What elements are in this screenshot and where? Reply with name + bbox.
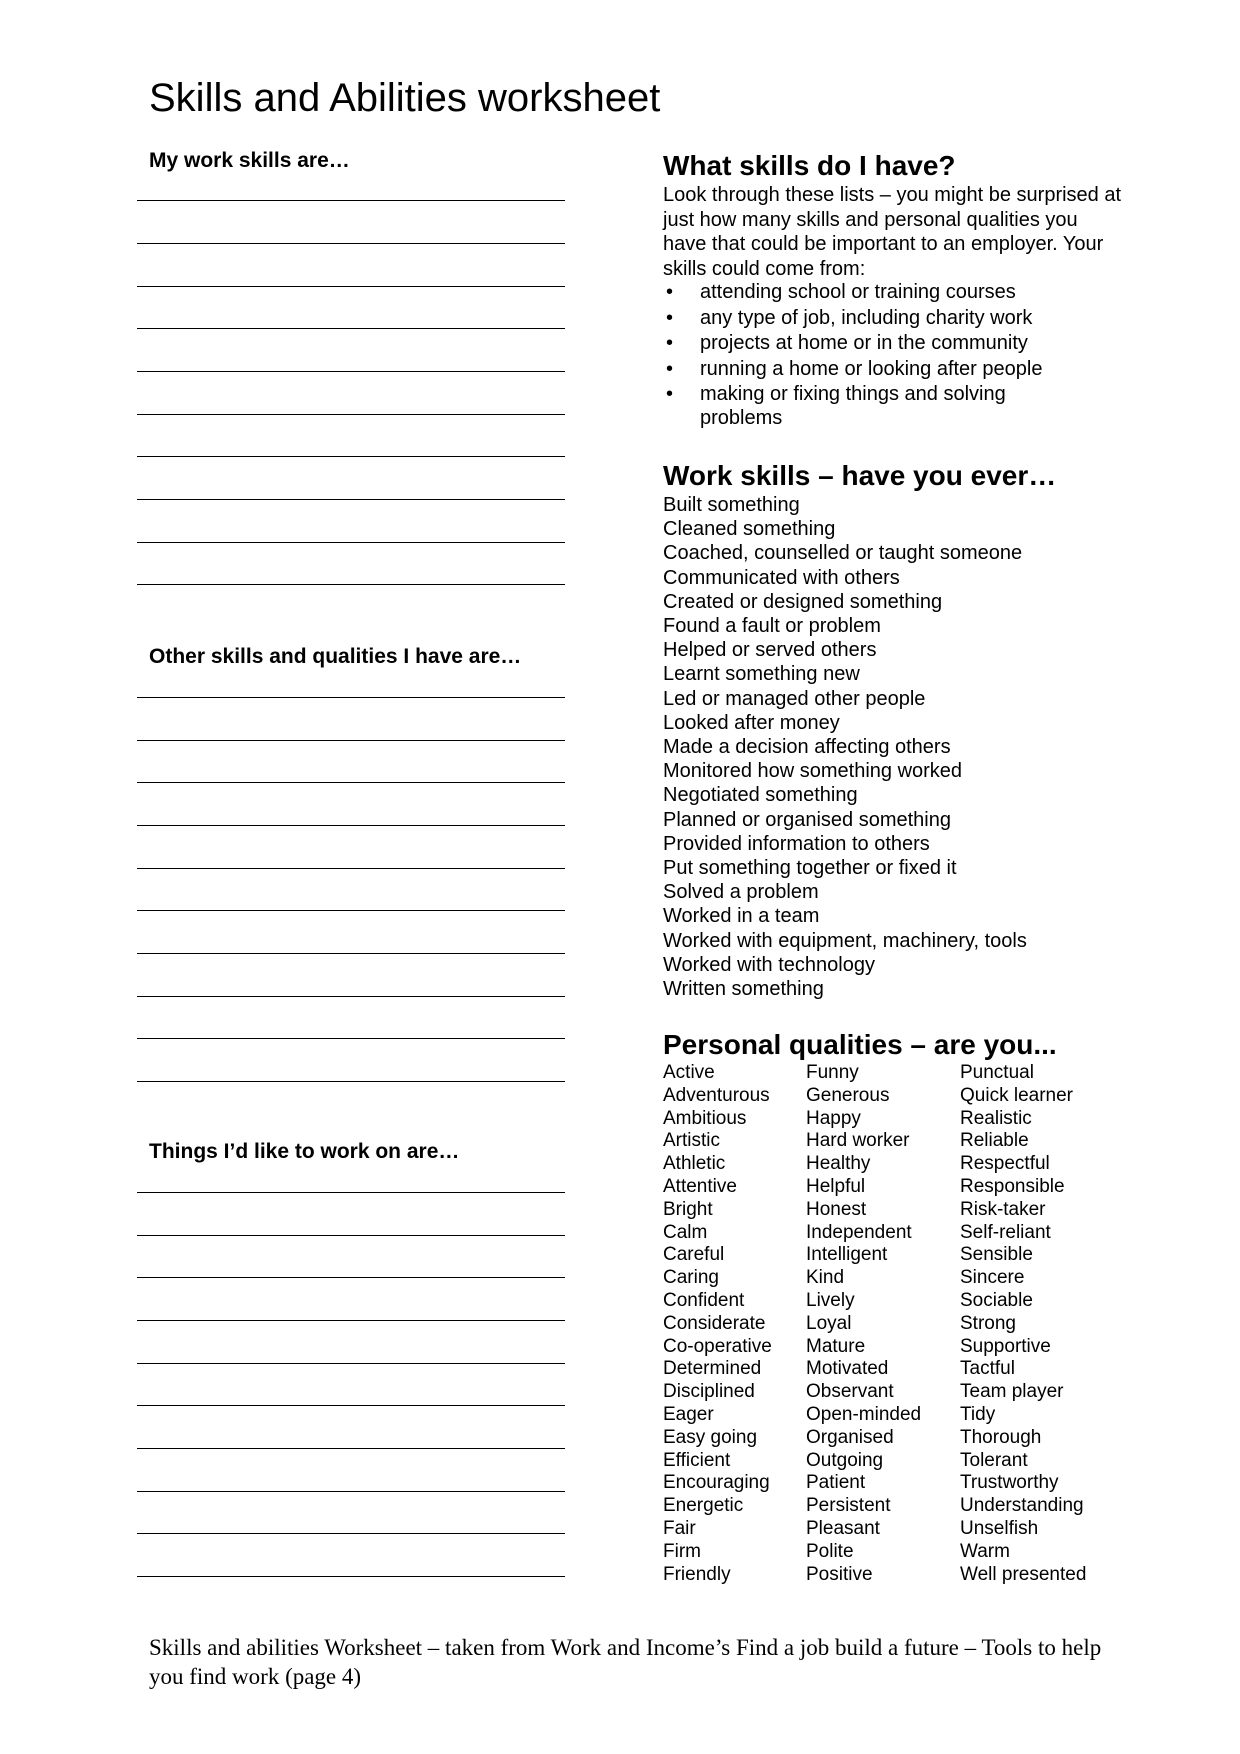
personal-qualities-heading: Personal qualities – are you...	[663, 1029, 1057, 1060]
list-item: Helped or served others	[663, 639, 877, 662]
writing-line[interactable]	[137, 286, 565, 287]
list-item: Coached, counselled or taught someone	[663, 542, 1023, 565]
list-item: Self-reliant	[960, 1221, 1051, 1243]
list-item: • running a home or looking after people	[666, 357, 1043, 380]
list-item: Sincere	[960, 1267, 1025, 1289]
list-item: Co-operative	[663, 1335, 772, 1357]
list-item: Kind	[806, 1267, 845, 1289]
list-item: Efficient	[663, 1449, 731, 1471]
worksheet-title: Skills and Abilities worksheet	[149, 76, 661, 120]
writing-line[interactable]	[137, 1235, 565, 1236]
list-item: Realistic	[960, 1107, 1032, 1129]
list-item: • projects at home or in the community	[666, 332, 1028, 354]
list-item: Sensible	[960, 1244, 1033, 1266]
list-item: Learnt something new	[663, 663, 860, 686]
list-item: Strong	[960, 1312, 1016, 1334]
list-item: Eager	[663, 1403, 714, 1425]
work-skills-heading: Work skills – have you ever…	[663, 460, 1057, 491]
list-item: Cleaned something	[663, 518, 836, 541]
list-item: Adventurous	[663, 1084, 770, 1106]
list-item: Worked with equipment, machinery, tools	[663, 929, 1027, 952]
list-item: Created or designed something	[663, 590, 943, 613]
list-item: Active	[663, 1062, 715, 1083]
list-item: Independent	[806, 1221, 912, 1243]
work-skills-list	[663, 493, 1027, 1001]
list-item: Generous	[806, 1084, 890, 1106]
skills-source-list	[663, 280, 1123, 432]
list-item: Worked with technology	[663, 953, 875, 976]
list-item: Caring	[663, 1267, 719, 1289]
list-item: Built something	[663, 494, 800, 516]
what-skills-heading: What skills do I have?	[663, 150, 956, 181]
list-item: Quick learner	[960, 1084, 1073, 1106]
list-item: • any type of job, including charity work	[666, 306, 1033, 329]
writing-line[interactable]	[137, 1038, 565, 1039]
writing-line[interactable]	[137, 1277, 565, 1278]
bullet-icon: •	[666, 281, 674, 303]
list-item: Made a decision affecting others	[663, 736, 951, 759]
other-skills-label: Other skills and qualities I have are…	[149, 645, 522, 668]
list-item: Outgoing	[806, 1449, 884, 1471]
list-item: Calm	[663, 1221, 708, 1243]
what-skills-intro: Look through these lists – you might be surprised at just how many skills and personal qualities you have that could be important to an employer. Your skills could come from:	[663, 184, 1122, 280]
writing-line[interactable]	[137, 740, 565, 741]
list-item: Loyal	[806, 1312, 852, 1334]
list-item: Sociable	[960, 1289, 1033, 1311]
list-item: Risk-taker	[960, 1198, 1046, 1220]
list-item: Careful	[663, 1244, 725, 1266]
list-item: Friendly	[663, 1563, 731, 1585]
list-item: Bright	[663, 1198, 713, 1220]
writing-line[interactable]	[137, 542, 565, 543]
list-item: Ambitious	[663, 1107, 747, 1129]
writing-line[interactable]	[137, 1576, 565, 1577]
list-item: Open-minded	[806, 1403, 922, 1425]
writing-line[interactable]	[137, 697, 565, 698]
writing-line[interactable]	[137, 953, 565, 954]
list-item: Observant	[806, 1381, 894, 1403]
list-item: Honest	[806, 1198, 867, 1220]
list-item: Tidy	[960, 1403, 996, 1425]
list-item: Looked after money	[663, 711, 840, 734]
list-item: Organised	[806, 1426, 894, 1448]
list-item: Pleasant	[806, 1517, 880, 1539]
list-item: Energetic	[663, 1495, 744, 1517]
list-item: Happy	[806, 1107, 861, 1129]
writing-line[interactable]	[137, 371, 565, 372]
personal-qualities-grid	[663, 1062, 1123, 1592]
writing-line[interactable]	[137, 910, 565, 911]
writing-line[interactable]	[137, 200, 565, 201]
bullet-icon: •	[666, 383, 674, 405]
footer-source-note: Skills and abilities Worksheet – taken from Work and Income’s Find a job build a future – Tools to help you find work (page 4)	[149, 1635, 1102, 1689]
list-item: Tolerant	[960, 1449, 1028, 1471]
writing-line[interactable]	[137, 499, 565, 500]
list-item: Determined	[663, 1358, 762, 1380]
writing-line[interactable]	[137, 1491, 565, 1492]
writing-line[interactable]	[137, 328, 565, 329]
work-on-label: Things I’d like to work on are…	[149, 1140, 460, 1163]
writing-line[interactable]	[137, 414, 565, 415]
writing-line[interactable]	[137, 1192, 565, 1193]
list-item: Communicated with others	[663, 566, 900, 589]
list-item: Monitored how something worked	[663, 760, 963, 783]
bullet-icon: •	[666, 357, 674, 380]
list-item: Disciplined	[663, 1381, 755, 1403]
list-item: Negotiated something	[663, 784, 858, 807]
writing-line[interactable]	[137, 1363, 565, 1364]
list-item: Thorough	[960, 1426, 1042, 1448]
writing-line[interactable]	[137, 1448, 565, 1449]
list-item: Polite	[806, 1540, 854, 1562]
qualities-column-1	[663, 1062, 772, 1586]
list-item: Attentive	[663, 1175, 737, 1197]
list-item: Team player	[960, 1381, 1064, 1403]
writing-line[interactable]	[137, 868, 565, 869]
list-item: Motivated	[806, 1358, 889, 1380]
list-item: Intelligent	[806, 1244, 888, 1266]
list-item: Well presented	[960, 1563, 1087, 1585]
list-item: Patient	[806, 1472, 866, 1494]
list-item: Lively	[806, 1289, 855, 1311]
bullet-icon: •	[666, 332, 674, 354]
list-item: Fair	[663, 1517, 696, 1539]
writing-line[interactable]	[137, 1405, 565, 1406]
writing-line[interactable]	[137, 1320, 565, 1321]
list-item: Trustworthy	[960, 1472, 1059, 1494]
list-item: Mature	[806, 1335, 866, 1357]
list-item: Worked in a team	[663, 905, 820, 928]
list-item: • making or fixing things and solving problems	[666, 383, 1006, 429]
list-item: Funny	[806, 1062, 859, 1083]
list-item: Provided information to others	[663, 832, 930, 855]
list-item: Tactful	[960, 1358, 1015, 1380]
writing-line[interactable]	[137, 1533, 565, 1534]
bullet-icon: •	[666, 306, 674, 329]
list-item: Athletic	[663, 1153, 726, 1175]
list-item: Understanding	[960, 1495, 1084, 1517]
list-item: Confident	[663, 1289, 745, 1311]
writing-line[interactable]	[137, 243, 565, 244]
list-item: Put something together or fixed it	[663, 857, 957, 880]
list-item: Respectful	[960, 1153, 1050, 1175]
list-item: Found a fault or problem	[663, 615, 881, 638]
writing-line[interactable]	[137, 782, 565, 783]
list-item: Healthy	[806, 1153, 871, 1175]
list-item: • attending school or training courses	[666, 281, 1016, 303]
list-item: Led or managed other people	[663, 687, 926, 710]
list-item: Hard worker	[806, 1130, 910, 1152]
qualities-column-3	[960, 1062, 1086, 1586]
list-item: Considerate	[663, 1312, 766, 1334]
writing-line[interactable]	[137, 825, 565, 826]
list-item: Positive	[806, 1563, 873, 1585]
list-item: Firm	[663, 1540, 701, 1562]
writing-line[interactable]	[137, 996, 565, 997]
writing-line[interactable]	[137, 1081, 565, 1082]
work-skills-label: My work skills are…	[149, 149, 350, 172]
writing-line[interactable]	[137, 456, 565, 457]
list-item: Solved a problem	[663, 881, 819, 904]
list-item: Warm	[960, 1540, 1010, 1562]
list-item: Supportive	[960, 1335, 1051, 1357]
list-item: Persistent	[806, 1495, 891, 1517]
list-item: Easy going	[663, 1426, 758, 1448]
list-item: Artistic	[663, 1130, 720, 1152]
list-item: Written something	[663, 978, 824, 1001]
list-item: Punctual	[960, 1062, 1034, 1083]
list-item: Reliable	[960, 1130, 1029, 1152]
list-item: Encouraging	[663, 1472, 770, 1494]
writing-line[interactable]	[137, 584, 565, 585]
list-item: Planned or organised something	[663, 808, 951, 831]
list-item: Helpful	[806, 1175, 866, 1197]
qualities-column-2	[806, 1062, 921, 1586]
list-item: Responsible	[960, 1175, 1065, 1197]
list-item: Unselfish	[960, 1517, 1039, 1539]
